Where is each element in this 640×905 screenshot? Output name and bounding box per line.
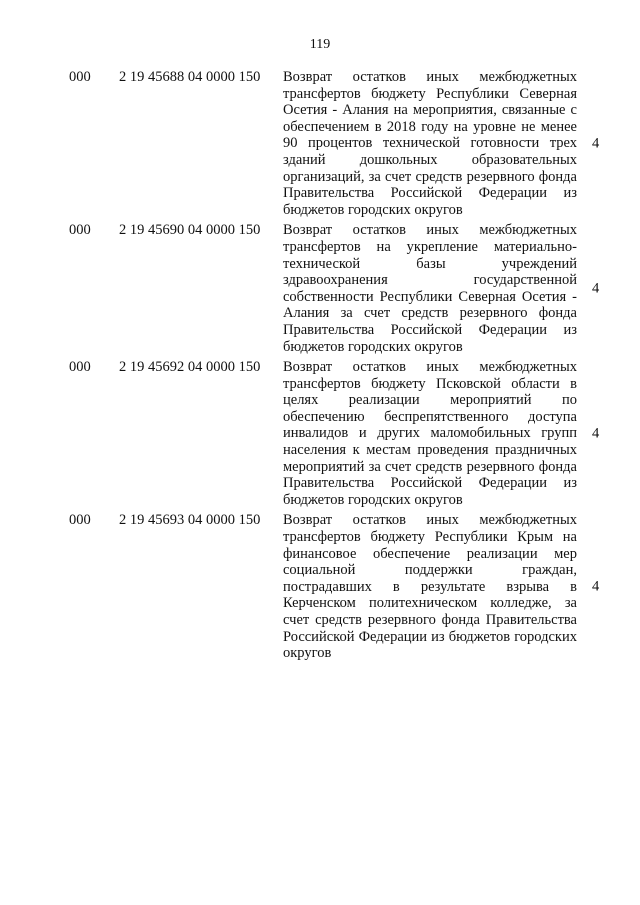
budget-codes-table xyxy=(0,69,640,666)
admin-code: 000 xyxy=(69,512,91,529)
budget-classification-code: 2 19 45692 04 0000 150 xyxy=(119,359,261,376)
table-row xyxy=(0,69,640,218)
revenue-description: Возврат остатков иных межбюджетных трансфертов бюджету Республики Северная Осетия - Алания на мероприятия, связанные с обеспечением в 2018 году на уровне не менее 90 процентов технической готовности трех зданий дошкольных образовательных организаций, за счет средств резервного фонда Правительства Российской Федерации из бюджетов городских округов xyxy=(283,69,577,218)
amount-value: 4 xyxy=(592,425,600,442)
page-number: 119 xyxy=(309,37,331,52)
amount-value: 4 xyxy=(592,578,600,595)
admin-code: 000 xyxy=(69,69,91,85)
table-row xyxy=(0,359,640,508)
amount-value: 4 xyxy=(592,135,600,152)
budget-classification-code: 2 19 45693 04 0000 150 xyxy=(119,512,261,529)
table-row xyxy=(0,222,640,355)
revenue-description: Возврат остатков иных межбюджетных трансфертов бюджету Республики Крым на финансовое обеспечение реализации мер социальной поддержки граждан, пострадавших в результате взрыва в Керченском политехническом колледже, за счет средств резервного фонда Правительства Российской Федерации из бюджетов городских округов xyxy=(283,512,577,662)
budget-classification-code: 2 19 45688 04 0000 150 xyxy=(119,69,261,85)
admin-code: 000 xyxy=(69,359,91,376)
revenue-description: Возврат остатков иных межбюджетных трансфертов бюджету Псковской области в целях реализации мероприятий по обеспечению беспрепятственного доступа инвалидов и других маломобильных групп населения к местам проведения праздничных мероприятий за счет средств резервного фонда Правительства Российской Федерации из бюджетов городских округов xyxy=(283,359,577,508)
table-row xyxy=(0,512,640,661)
revenue-description: Возврат остатков иных межбюджетных трансфертов на укрепление материально-технической базы учреждений здравоохранения государственной собственности Республики Северная Осетия - Алания за счет средств резервного фонда Правительства Российской Федерации из бюджетов городских округов xyxy=(283,222,577,355)
amount-value: 4 xyxy=(592,280,600,297)
admin-code: 000 xyxy=(69,222,91,239)
budget-classification-code: 2 19 45690 04 0000 150 xyxy=(119,222,261,239)
